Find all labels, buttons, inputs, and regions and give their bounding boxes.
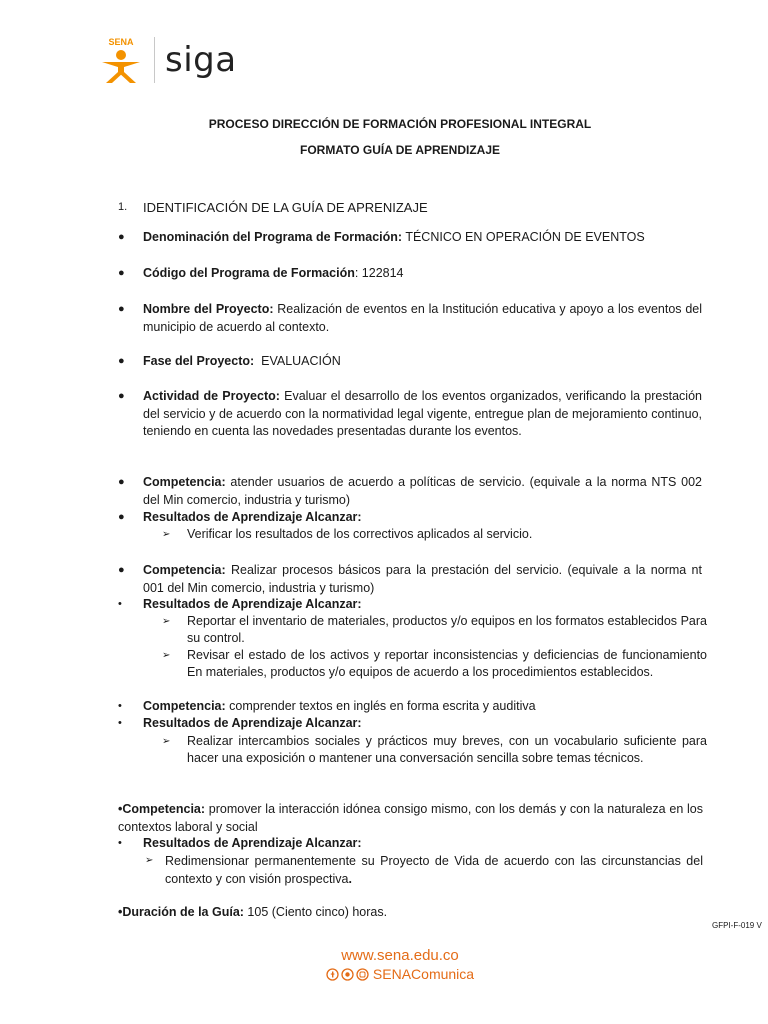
resultado-text: Verificar los resultados de los correctivos aplicados al servicio.	[187, 527, 533, 541]
resultado-text: Redimensionar permanentemente su Proyecto de Vida de acuerdo con las circunstancias del contexto y con visión prospectiva.	[165, 854, 703, 886]
bullet-icon: ●	[118, 476, 125, 488]
logo-divider	[154, 37, 155, 83]
competencia-label: Competencia:	[143, 563, 226, 577]
actividad-value: Evaluar el desarrollo de los eventos organizados, verificando la prestación del servicio y de acuerdo con la normatividad legal vigente, entregue plan de mejoramiento continuo, teniendo en cuenta las novedades presentadas durante los eventos.	[143, 389, 702, 438]
competencia-value: promover la interacción idónea consigo mismo, con los demás y con la naturaleza en los contextos laboral y social	[118, 802, 703, 834]
sena-logo-text: SENA	[108, 37, 134, 47]
duracion-label: •Duración de la Guía:	[118, 905, 244, 919]
fase-label: Fase del Proyecto:	[143, 354, 255, 368]
resultado-text: Revisar el estado de los activos y reportar inconsistencias y deficiencias de funcionamiento En materiales, productos y/o equipos de acuerdo a los procedimientos establecidos.	[187, 648, 707, 679]
competencia-value: comprender textos en inglés en forma escrita y auditiva	[229, 699, 536, 713]
resultados-label: Resultados de Aprendizaje Alcanzar:	[143, 597, 362, 611]
nombre-value: Realización de eventos en la Institución educativa y apoyo a los eventos del municipio de acuerdo al contexto.	[143, 302, 702, 334]
denominacion-value: TÉCNICO EN OPERACIÓN DE EVENTOS	[405, 230, 645, 244]
social-icons	[326, 968, 369, 981]
duracion-value: 105 (Ciento cinco) horas.	[247, 905, 388, 919]
bullet-icon: ●	[118, 511, 125, 523]
arrow-bullet-icon: ➢	[162, 650, 171, 661]
resultados-label: Resultados de Aprendizaje Alcanzar:	[143, 510, 362, 524]
fase-value: EVALUACIÓN	[261, 354, 341, 368]
bullet-icon: ●	[118, 355, 125, 367]
competencia-value: Realizar procesos básicos para la prestación del servicio. (equivale a la norma nt 001 del Min comercio, industria y turismo)	[143, 563, 702, 595]
sena-logo-icon	[96, 35, 146, 85]
competencia-4	[118, 800, 703, 836]
duracion	[118, 903, 387, 921]
competencia-label: Competencia:	[143, 699, 226, 713]
resultado-text: Reportar el inventario de materiales, productos y/o equipos en los formatos establecidos Para su control.	[187, 614, 707, 645]
bullet-icon: •	[118, 700, 122, 712]
arrow-bullet-icon: ➢	[162, 736, 171, 747]
siga-logo-text: siga	[165, 40, 237, 80]
section-title: IDENTIFICACIÓN DE LA GUÍA DE APRENIZAJE	[143, 200, 428, 215]
document-code: GFPI-F-019 V	[712, 921, 762, 930]
denominacion-label: Denominación del Programa de Formación:	[143, 230, 403, 244]
competencia-value: atender usuarios de acuerdo a políticas de servicio. (equivale a la norma NTS 002 del Min comercio, industria y turismo)	[143, 475, 702, 507]
bullet-icon: •	[118, 717, 122, 729]
codigo-label: Código del Programa de Formación	[143, 266, 355, 280]
footer-social	[0, 966, 768, 982]
section-number: 1.	[118, 201, 128, 213]
competencia-label: •Competencia:	[118, 802, 206, 816]
bullet-icon: ●	[118, 390, 125, 402]
footer-url[interactable]: www.sena.edu.co	[341, 947, 459, 964]
format-title: FORMATO GUÍA DE APRENDIZAJE	[299, 143, 500, 157]
arrow-bullet-icon: ➢	[162, 616, 171, 627]
resultados-label: Resultados de Aprendizaje Alcanzar:	[143, 716, 362, 730]
bullet-icon: ●	[118, 564, 125, 576]
bullet-icon: •	[118, 837, 122, 849]
resultados-label: Resultados de Aprendizaje Alcanzar:	[143, 836, 362, 850]
nombre-label: Nombre del Proyecto:	[143, 302, 274, 316]
process-title: PROCESO DIRECCIÓN DE FORMACIÓN PROFESIONAL INTEGRAL	[208, 117, 592, 131]
instagram-icon[interactable]	[356, 968, 369, 981]
header-logo	[96, 34, 237, 86]
actividad-label: Actividad de Proyecto:	[143, 389, 280, 403]
bullet-icon: ●	[118, 231, 125, 243]
codigo-value: : 122814	[354, 266, 404, 280]
arrow-bullet-icon: ➢	[162, 529, 171, 540]
arrow-bullet-icon: ➢	[145, 855, 154, 866]
resultado-text: Realizar intercambios sociales y prácticos muy breves, con un vocabulario suficiente para hacer una exposición o mantener una conversación sencilla sobre temas técnicos.	[187, 734, 707, 765]
facebook-icon[interactable]	[326, 968, 339, 981]
bullet-icon: •	[118, 598, 122, 610]
twitter-icon[interactable]	[341, 968, 354, 981]
bullet-icon: ●	[118, 303, 125, 315]
bullet-icon: ●	[118, 267, 125, 279]
competencia-label: Competencia:	[143, 475, 226, 489]
social-handle[interactable]: SENAComunica	[372, 966, 475, 982]
